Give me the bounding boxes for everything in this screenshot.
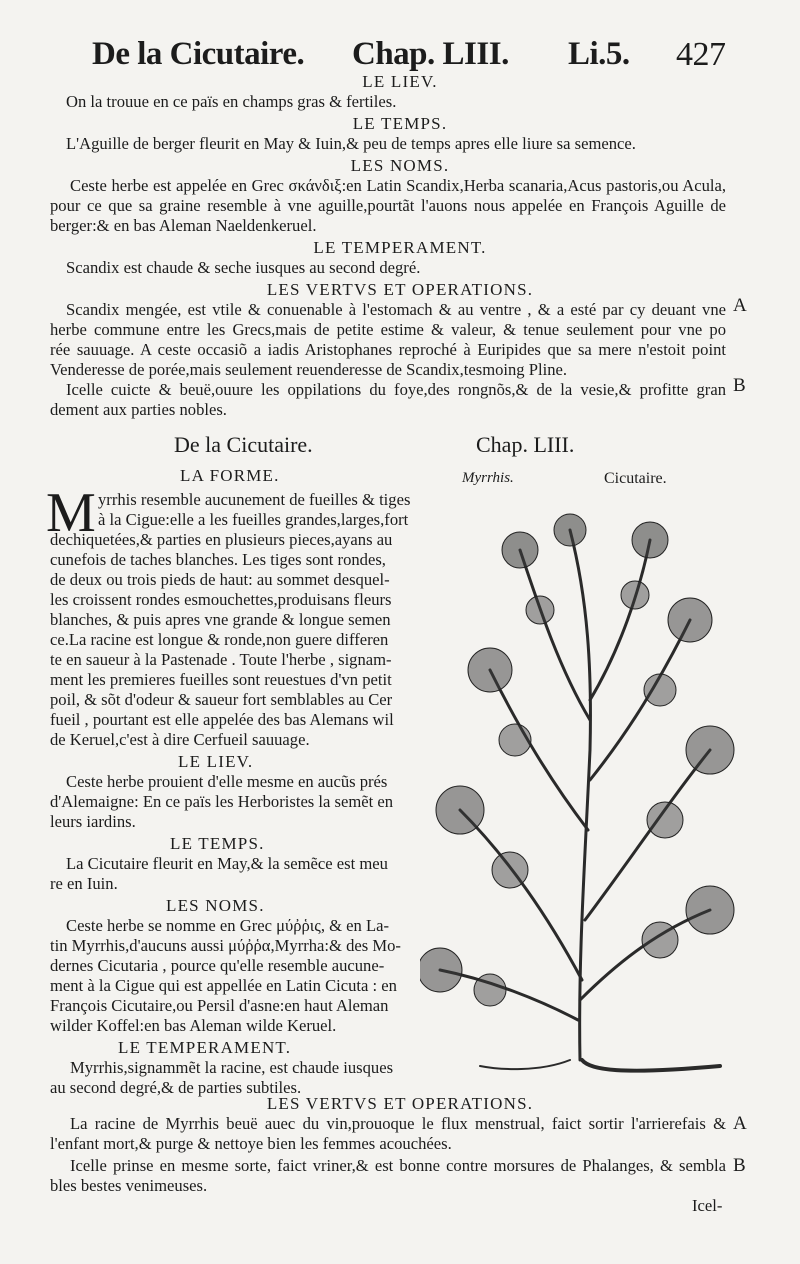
catchword: Icel-: [692, 1196, 723, 1215]
noms-line-5: François Cicutaire,ou Persil d'asne:en haut Aleman: [50, 996, 389, 1015]
forme-heading: LA FORME.: [180, 466, 280, 485]
temperament-heading: LE TEMPERAMENT.: [118, 1038, 292, 1057]
top-noms-heading: LES NOMS.: [350, 156, 450, 175]
bottom-margin-letter-a: A: [733, 1113, 747, 1134]
forme-line-12: fueil , pourtant est elle appelée des bas Alemans wil: [50, 710, 394, 729]
bottom-line-4: bles bestes venimeuses.: [50, 1176, 208, 1195]
plant-caption-right: Cicutaire.: [604, 470, 667, 487]
lieu-heading: LE LIEV.: [178, 752, 254, 771]
forme-line-1: yrrhis resemble aucunement de fueilles & tiges: [98, 490, 411, 509]
chapter-title: De la Cicutaire.: [174, 432, 313, 457]
lieu-line-2: d'Alemaigne: En ce païs les Herboristes la semẽt en: [50, 792, 394, 811]
top-vertus-heading: LES VERTVS ET OPERATIONS.: [266, 280, 534, 299]
top-lieu-heading: LE LIEV.: [362, 72, 438, 91]
forme-line-10: ment les premieres fueilles sont reuestues d'vn petit: [50, 670, 392, 689]
header-title: De la Cicutaire.: [92, 36, 305, 72]
temps-line-1: La Cicutaire fleurit en May,& la semẽce est meu: [66, 854, 388, 873]
drop-cap: M: [46, 482, 96, 544]
temperament-line-2: au second degré,& de parties subtiles.: [50, 1078, 302, 1097]
top-temperament-heading: LE TEMPERAMENT.: [313, 238, 487, 257]
temps-heading: LE TEMPS.: [170, 834, 265, 853]
forme-line-5: de deux ou trois pieds de haut: au sommet desquel-: [50, 570, 390, 589]
forme-line-2: à la Cigue:elle a les fueilles grandes,larges,fort: [98, 510, 409, 529]
top-noms-line-2: pour ce que sa graine resemble à vne aguille,pourtãt l'auons nous appelée en François Aguille de: [50, 196, 726, 215]
noms-line-2: tin Myrrhis,d'aucuns aussi μύῤῥα,Myrrha:& des Mo-: [50, 936, 401, 955]
top-temps-heading: LE TEMPS.: [352, 114, 448, 133]
noms-line-6: wilder Koffel:en bas Aleman wilde Keruel.: [50, 1016, 337, 1035]
top-vertus-line-1: Scandix mengée, est vtile & conuenable à l'estomach & au ventre , & a esté par cy deuant vne: [66, 300, 726, 319]
noms-heading: LES NOMS.: [166, 896, 265, 915]
top-lieu-text: On la trouue en ce païs en champs gras & fertiles.: [66, 92, 397, 111]
forme-line-9: te en saueur à la Pastenade . Toute l'herbe , signam-: [50, 650, 392, 669]
lieu-line-1: Ceste herbe prouient d'elle mesme en aucũs prés: [66, 772, 388, 791]
top-vertus-line-2: herbe commune entre les Grecs,mais de petite estime & valeur, & tenue seulement pour vne po: [50, 320, 726, 339]
noms-line-1: Ceste herbe se nomme en Grec μύῤῥις, & en La-: [66, 916, 390, 935]
top-vertus-line-4: Venderesse de porée,mais seulement reuenderesse de Scandix,tesmoing Pline.: [50, 360, 568, 379]
forme-line-3: dechiquetées,& parties en plusieurs pieces,ayans au: [50, 530, 393, 549]
top-vertus-line-6: dement aux parties nobles.: [50, 400, 227, 419]
bottom-line-1: La racine de Myrrhis beuë auec du vin,prouoque le flux menstrual, faict sortir l'arrierefais &: [70, 1114, 726, 1133]
forme-line-13: de Keruel,c'est à dire Cerfueil sauuage.: [50, 730, 310, 749]
bottom-margin-letter-b: B: [733, 1155, 746, 1176]
top-vertus-line-3: rée sauuage. A ceste occasiõ a iadis Aristophanes reproché à Euripides que sa mere n'estoit point: [50, 340, 726, 359]
forme-line-4: cunefois de taches blanches. Les tiges sont rondes,: [50, 550, 386, 569]
forme-line-11: poil, & sõt d'odeur & saueur fort semblables au Cer: [50, 690, 393, 709]
forme-line-7: blanches, & puis apres vne grande & longue semen: [50, 610, 391, 629]
noms-line-4: ment à la Cigue qui est appellée en Latin Cicuta : en: [50, 976, 397, 995]
top-temperament-text: Scandix est chaude & seche iusques au second degré.: [66, 258, 421, 277]
top-vertus-line-5: Icelle cuicte & beuë,ouure les oppilations du foye,des rongnõs,& de la vesie,& profitte gran: [66, 380, 726, 399]
bottom-vertus-heading: LES VERTVS ET OPERATIONS.: [266, 1094, 534, 1113]
top-temps-text: L'Aguille de berger fleurit en May & Iuin,& peu de temps apres elle liure sa semence.: [66, 134, 636, 153]
top-noms-line-1: Ceste herbe est appelée en Grec σκάνδιξ:en Latin Scandix,Herba scanaria,Acus pastoris,ou Acula,: [70, 176, 726, 195]
header-chapter: Chap. LIII.: [352, 36, 509, 72]
top-noms-line-3: berger:& en bas Aleman Naeldenkeruel.: [50, 216, 317, 235]
forme-line-8: ce.La racine est longue & ronde,non guere differen: [50, 630, 389, 649]
chapter-number: Chap. LIII.: [476, 432, 575, 457]
forme-line-6: les croissent rondes esmouchettes,produisans fleurs: [50, 590, 392, 609]
bottom-line-2: l'enfant mort,& purge & nettoye bien les femmes acouchées.: [50, 1134, 452, 1153]
bottom-line-3: Icelle prinse en mesme sorte, faict vriner,& est bonne contre morsures de Phalanges, & sembla: [70, 1156, 726, 1175]
noms-line-3: dernes Cicutaria , pource qu'elle resemble aucune-: [50, 956, 385, 975]
running-header: [0, 36, 800, 76]
page-number: 427: [676, 36, 726, 73]
temps-line-2: re en Iuin.: [50, 874, 118, 893]
top-margin-letter-a: A: [733, 295, 747, 316]
lieu-line-3: leurs iardins.: [50, 812, 136, 831]
plant-woodcut-illustration: [420, 500, 736, 1080]
plant-caption-left: Myrrhis.: [462, 470, 514, 486]
header-book: Li.5.: [568, 36, 630, 72]
temperament-line-1: Myrrhis,signammẽt la racine, est chaude iusques: [70, 1058, 394, 1077]
top-margin-letter-b: B: [733, 375, 746, 396]
